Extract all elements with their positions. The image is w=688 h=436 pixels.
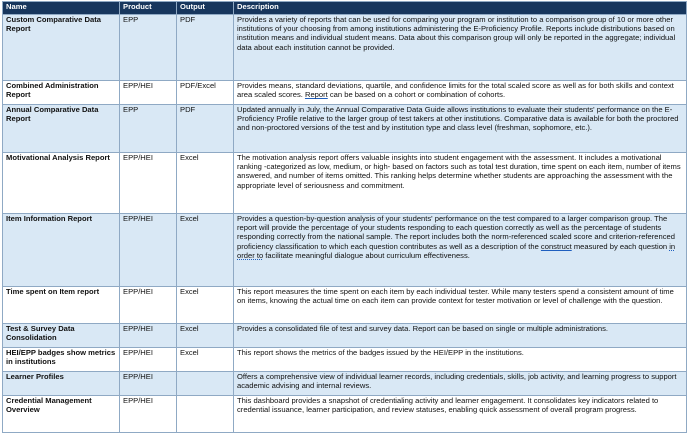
row-output: Excel xyxy=(177,287,234,324)
description-text: measured by each question xyxy=(571,241,670,251)
table-header-row xyxy=(3,2,687,15)
row-name: Learner Profiles xyxy=(3,372,120,396)
table-row xyxy=(3,287,687,324)
table-row xyxy=(3,372,687,396)
row-product: EPP/HEI xyxy=(120,324,177,348)
row-output: PDF xyxy=(177,105,234,153)
row-output: PDF xyxy=(177,15,234,81)
table-row xyxy=(3,214,687,287)
column-header-description: Description xyxy=(234,2,687,15)
row-output: Excel xyxy=(177,324,234,348)
row-description xyxy=(234,214,687,287)
table-row xyxy=(3,15,687,81)
description-text: Provides means, standard deviations, quartile, and confidence limits for the total scaled score as well as for both skills and context area scaled scores. xyxy=(237,81,674,100)
row-description: Provides a consolidated file of test and survey data. Report can be based on single or multiple administrations. xyxy=(234,324,687,348)
row-name: Item Information Report xyxy=(3,214,120,287)
row-output: Excel xyxy=(177,214,234,287)
table-row xyxy=(3,348,687,372)
row-product: EPP/HEI xyxy=(120,348,177,372)
row-name: Custom Comparative Data Report xyxy=(3,15,120,81)
row-output: PDF/Excel xyxy=(177,81,234,105)
row-name: Motivational Analysis Report xyxy=(3,153,120,214)
row-product: EPP/HEI xyxy=(120,372,177,396)
row-product: EPP xyxy=(120,105,177,153)
description-text: Provides a question-by-question analysis of your students' performance on the test compared to a larger comparison group. The report will provide the percentage of your students responding to each question correctly as well as the percentage of students responding correctly from the national sample. The report includes both the norm-referenced scaled score and criterion-referenced proficiency classification to which each question contributes as well as a description of the xyxy=(237,214,675,251)
column-header-name: Name xyxy=(3,2,120,15)
row-product: EPP/HEI xyxy=(120,396,177,433)
column-header-output: Output xyxy=(177,2,234,15)
table-row xyxy=(3,396,687,433)
row-description: This dashboard provides a snapshot of credentialing activity and learner engagement. It consolidates key indicators related to credential issuance, learner participation, and review statuses, enabling quick assessment of overall program progress. xyxy=(234,396,687,433)
row-output xyxy=(177,396,234,433)
row-description: Updated annually in July, the Annual Comparative Data Guide allows institutions to evaluate their students' performance on the E-Proficiency Profile relative to the larger group of test takers at other institutions. Comparative data is available for both the proctored and non-proctored versions of the test and by institution type and class level (freshman, sophomore, etc.). xyxy=(234,105,687,153)
row-product: EPP/HEI xyxy=(120,214,177,287)
description-text: facilitate meaningful dialogue about curriculum effectiveness. xyxy=(263,250,470,260)
row-description xyxy=(234,81,687,105)
row-name: Time spent on Item report xyxy=(3,287,120,324)
row-product: EPP/HEI xyxy=(120,153,177,214)
row-name: Combined Administration Report xyxy=(3,81,120,105)
description-text: can be based on a cohort or combination of cohorts. xyxy=(327,90,506,100)
row-output: Excel xyxy=(177,348,234,372)
row-name: Annual Comparative Data Report xyxy=(3,105,120,153)
row-description: This report shows the metrics of the badges issued by the HEI/EPP in the institutions. xyxy=(234,348,687,372)
table-row xyxy=(3,324,687,348)
table-row xyxy=(3,105,687,153)
row-name: Credential Management Overview xyxy=(3,396,120,433)
column-header-product: Product xyxy=(120,2,177,15)
row-product: EPP xyxy=(120,15,177,81)
row-description: The motivation analysis report offers valuable insights into student engagement with the assessment. It includes a motivational ranking -categorized as low, medium, or high- based on factors such as total test duration, time spent on each item, number of items answered, and number of items omitted. This ranking helps determine whether students are approaching the assessment with the appropriate level of seriousness and commitment. xyxy=(234,153,687,214)
row-description: Provides a variety of reports that can be used for comparing your program or institution to a comparison group of 10 or more other institutions of your choosing from among institutions administering the E-Proficiency Profile. Reports include distributions based on institution means and individual student means. Data about this comparison group will only be reported in the aggregate; individual data about each institution cannot be provided. xyxy=(234,15,687,81)
row-name: HEI/EPP badges show metrics in institutions xyxy=(3,348,120,372)
row-description: Offers a comprehensive view of individual learner records, including credentials, skills, job activity, and learning progress to support academic advising and internal reviews. xyxy=(234,372,687,396)
row-output: Excel xyxy=(177,153,234,214)
description-underlined-text: Report xyxy=(304,90,328,100)
row-product: EPP/HEI xyxy=(120,81,177,105)
row-product: EPP/HEI xyxy=(120,287,177,324)
table-row xyxy=(3,81,687,105)
row-description: This report measures the time spent on each item by each individual tester. While many testers spend a consistent amount of time on items, knowing the actual time on each item can provide context for tester motivation or level of challenge with the question. xyxy=(234,287,687,324)
table-row xyxy=(3,153,687,214)
description-underlined-text: in order to xyxy=(237,241,676,260)
description-underlined-text: construct xyxy=(540,241,572,251)
row-name: Test & Survey Data Consolidation xyxy=(3,324,120,348)
reports-table xyxy=(2,1,687,433)
row-output xyxy=(177,372,234,396)
